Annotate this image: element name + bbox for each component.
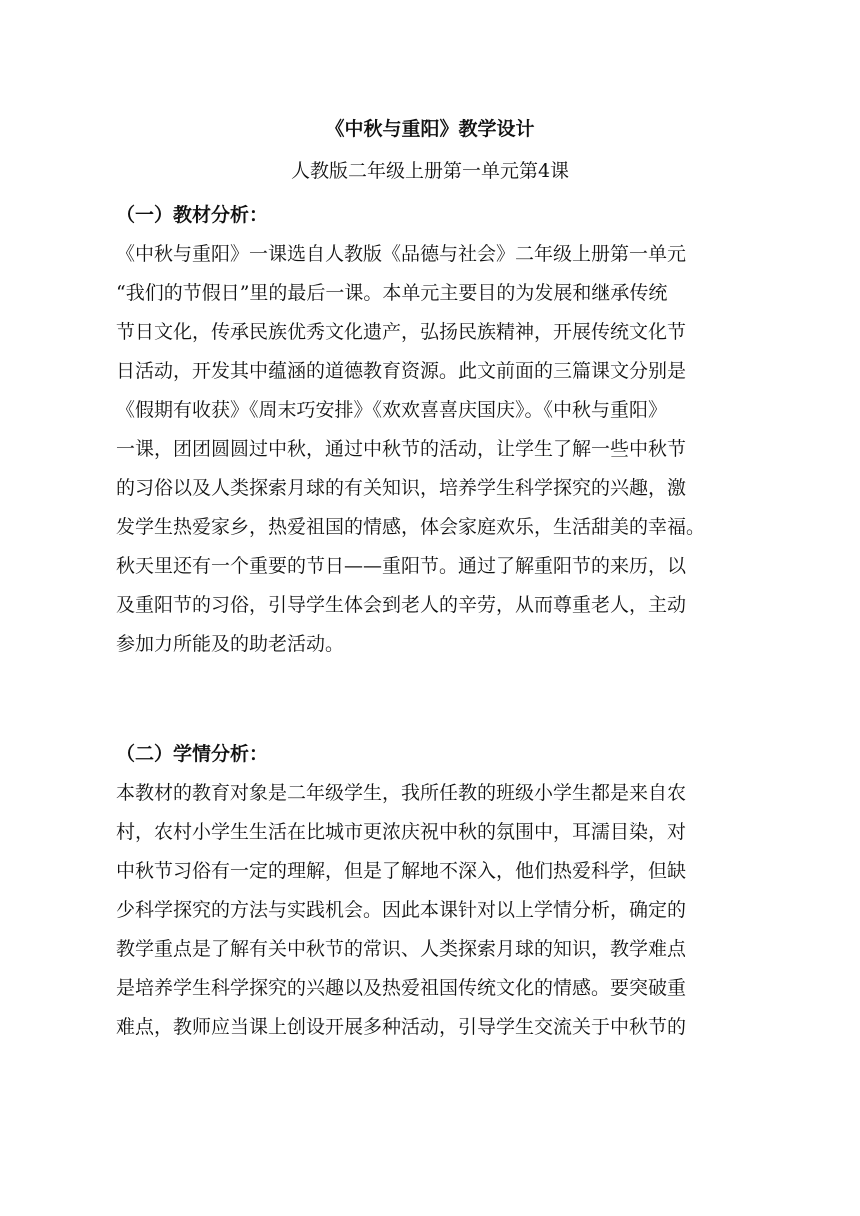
document-title: 《中秋与重阳》教学设计 [325, 118, 535, 140]
text-line: 发学生热爱家乡，热爱祖国的情感，体会家庭欢乐，生活甜美的幸福。 [116, 516, 706, 538]
text-line: 的习俗以及人类探索月球的有关知识，培养学生科学探究的兴趣，激 [116, 477, 687, 499]
text-line: 村，农村小学生生活在比城市更浓庆祝中秋的氛围中，耳濡目染，对 [116, 821, 687, 843]
text-line: 《中秋与重阳》一课选自人教版《品德与社会》二年级上册第一单元 [116, 243, 687, 265]
text-line: 是培养学生科学探究的兴趣以及热爱祖国传统文化的情感。要突破重 [116, 977, 687, 999]
text-line: 节日文化，传承民族优秀文化遗产，弘扬民族精神，开展传统文化节 [116, 321, 687, 343]
text-line: 秋天里还有一个重要的节日——重阳节。通过了解重阳节的来历，以 [116, 555, 687, 577]
document-subtitle: 人教版二年级上册第一单元第4课 [290, 160, 570, 182]
text-line: “我们的节假日”里的最后一课。本单元主要目的为发展和继承传统 [116, 282, 668, 304]
section-body-textbook-analysis [116, 235, 742, 664]
text-line: 本教材的教育对象是二年级学生，我所任教的班级小学生都是来自农 [116, 782, 687, 804]
text-line: 少科学探究的方法与实践机会。因此本课针对以上学情分析，确定的 [116, 899, 687, 921]
section-heading-textbook-analysis: （一）教材分析： [116, 204, 269, 226]
text-line: 教学重点是了解有关中秋节的常识、人类探索月球的知识，教学难点 [116, 938, 687, 960]
text-line: 难点，教师应当课上创设开展多种活动，引导学生交流关于中秋节的 [116, 1016, 687, 1038]
text-line: 日活动，开发其中蕴涵的道德教育资源。此文前面的三篇课文分别是 [116, 360, 687, 382]
section-body-student-analysis [116, 774, 742, 1047]
text-line: 参加力所能及的助老活动。 [116, 633, 345, 655]
section-heading-student-analysis: （二）学情分析： [116, 743, 269, 765]
text-line: 《假期有收获》《周末巧安排》《欢欢喜喜庆国庆》。《中秋与重阳》 [116, 399, 668, 421]
text-line: 及重阳节的习俗，引导学生体会到老人的辛劳，从而尊重老人，主动 [116, 594, 687, 616]
text-line: 一课，团团圆圆过中秋，通过中秋节的活动，让学生了解一些中秋节 [116, 438, 687, 460]
text-line: 中秋节习俗有一定的理解，但是了解地不深入，他们热爱科学，但缺 [116, 860, 687, 882]
